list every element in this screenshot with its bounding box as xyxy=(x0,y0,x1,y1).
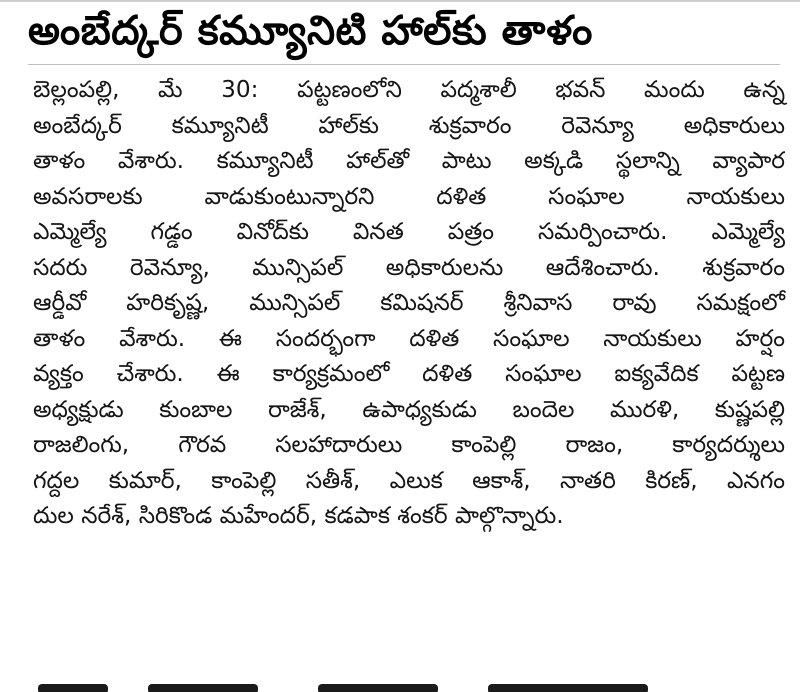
body-line: అంబేద్కర్ కమ్యూనిటీ హాల్‌కు శుక్రవారం రెవెన్యూ అధికారులు xyxy=(33,111,785,139)
body-line: రాజలింగు, గౌరవ సలహాదారులు కాంపెల్లి రాజం, కార్యదర్శులు xyxy=(33,431,785,458)
article-headline: అంబేద్కర్ కమ్యూనిటి హాల్‌కు తాళం xyxy=(28,8,593,54)
body-line: వ్యక్తం చేశారు. ఈ కార్యక్రమంలో దళిత సంఘాల ఐక్యవేదిక పట్టణ xyxy=(33,360,785,387)
body-line: అవసరాలకు వాడుకుంటున్నారని దళిత సంఘాల నాయకులు xyxy=(33,182,785,210)
body-line: ఎమ్మెల్యే గడ్డం వినోద్‌కు వినత పత్రం సమర్పించారు. ఎమ్మెల్యే xyxy=(33,218,785,245)
body-line: గద్దల కుమార్, కాంపెల్లి సతీశ్, ఎలుక ఆకాశ్, నాతరి కిరణ్, ఎనగం xyxy=(33,466,785,494)
body-line: ఆర్డీవో హరికృష్ణ, మున్సిపల్ కమిషనర్ శ్రీనివాస రావు సమక్షంలో xyxy=(33,289,785,316)
body-line: అధ్యక్షుడు కుంబాల రాజేశ్, ఉపాధ్యకుడు బందెల మురళి, కుష్ణపల్లి xyxy=(33,395,785,423)
body-line: దుల నరేశ్, సిరికొండ మహేందర్, కడపాక శంకర్ పాల్గొన్నారు. xyxy=(33,502,564,529)
body-line: తాళం వేశారు. కమ్యూనిటీ హాల్‌తో పాటు అక్కడి స్థలాన్ని వ్యాపార xyxy=(33,147,785,174)
cropped-text-fragment xyxy=(488,684,648,692)
article-body xyxy=(33,72,785,534)
body-line: బెల్లంపల్లి, మే 30: పట్టణంలోని పద్మశాలీ భవన్ మందు ఉన్న xyxy=(33,76,785,103)
body-line: సదరు రెవెన్యూ, మున్సిపల్ అధికారులను ఆదేశించారు. శుక్రవారం xyxy=(33,253,785,281)
headline-divider xyxy=(28,64,780,65)
cropped-text-fragment xyxy=(38,684,108,692)
body-line: తాళం వేశారు. ఈ సందర్భంగా దళిత సంఘాల నాయకులు హర్షం xyxy=(33,324,785,352)
cropped-text-fragment xyxy=(148,684,258,692)
cropped-text-fragment xyxy=(318,684,438,692)
